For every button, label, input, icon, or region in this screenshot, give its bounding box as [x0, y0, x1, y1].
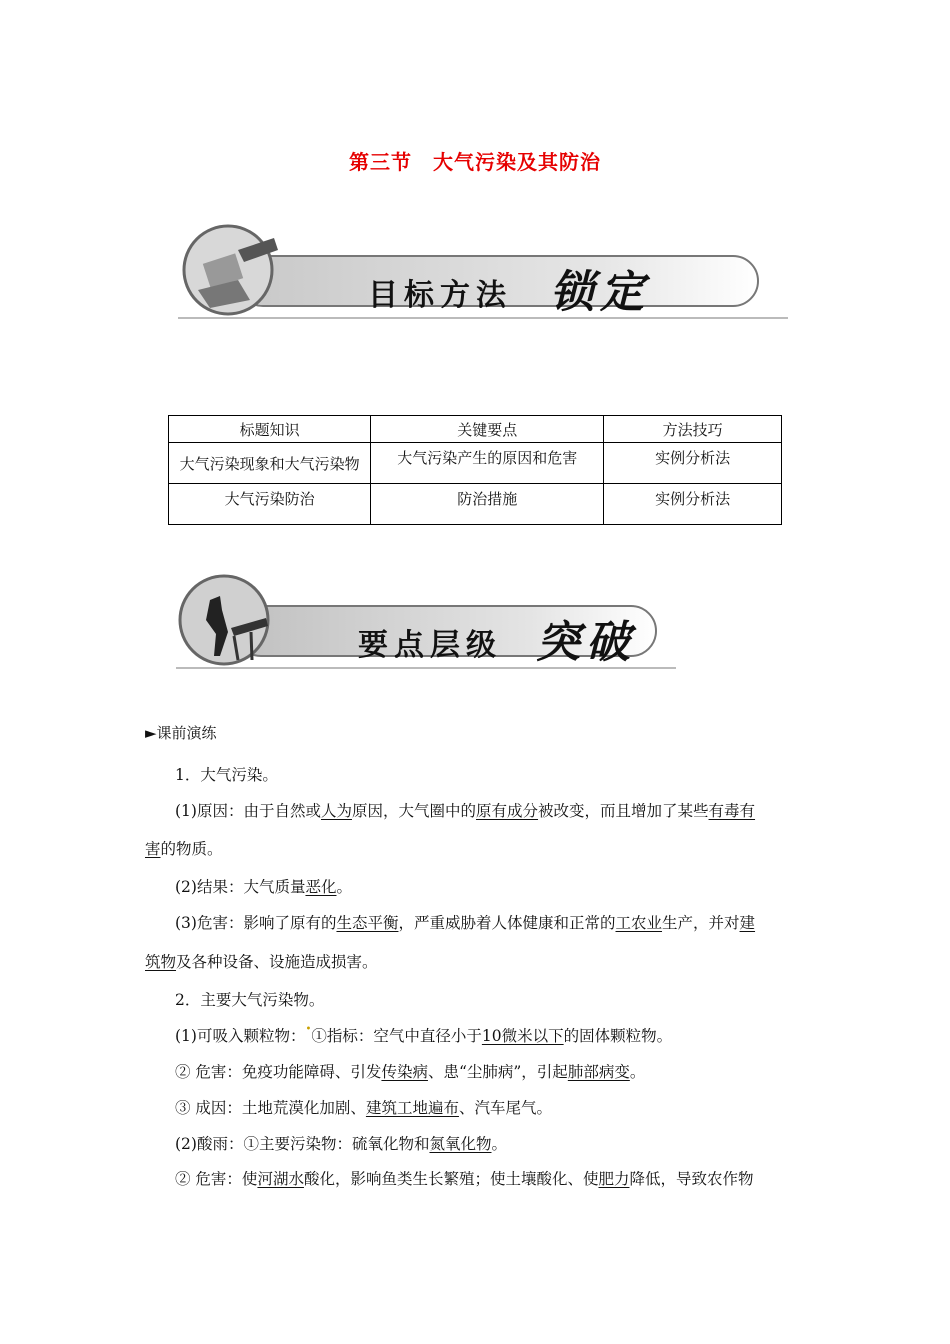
objectives-table [168, 415, 782, 525]
answer-blank: 原有成分 [476, 802, 539, 820]
answer-blank: 河湖水 [257, 1170, 304, 1188]
text: 、汽车尾气。 [458, 1099, 552, 1117]
text: 的物质。 [160, 840, 223, 858]
text: (1)可吸入颗粒物： [175, 1027, 306, 1045]
text: ①指标：空气中直径小于 [311, 1027, 482, 1045]
content-line [145, 1132, 840, 1154]
table-header-cell: 方法技巧 [604, 416, 782, 443]
text: (1)原因：由于自然或 [175, 802, 321, 820]
answer-blank: 氮氧化物 [429, 1135, 492, 1153]
text: 。 [336, 878, 352, 896]
text: 2．主要大气污染物。 [175, 991, 325, 1009]
text: 。 [491, 1135, 507, 1153]
banner-text-emphasis: 锁定 [550, 267, 650, 318]
text: 及各种设备、设施造成损害。 [176, 953, 378, 971]
table-cell: 大气污染现象和大气污染物 [169, 443, 371, 484]
table-row [169, 484, 782, 525]
table-cell: 大气污染产生的原因和危害 [371, 443, 604, 484]
answer-blank: 恶化 [305, 878, 337, 896]
text: (2)结果：大气质量 [175, 878, 306, 896]
answer-blank: 10微米以下 [481, 1027, 564, 1045]
content-line [145, 837, 810, 859]
content-line [145, 988, 840, 1010]
answer-blank: 肺部病变 [567, 1063, 630, 1081]
table-header-row [169, 416, 782, 443]
answer-blank: 生态平衡 [336, 914, 399, 932]
text: (2)酸雨：①主要污染物：硫氧化物和 [175, 1135, 430, 1153]
answer-blank: 人为 [320, 802, 352, 820]
answer-blank: 工农业 [615, 914, 663, 932]
text: 1．大气污染。 [175, 766, 278, 784]
content-line [145, 1096, 840, 1118]
content-line [145, 1167, 840, 1189]
text: ，严重威胁着人体健康和正常的 [398, 914, 616, 932]
text: 。 [629, 1063, 646, 1081]
content-line [145, 911, 840, 933]
content-line [145, 875, 840, 897]
table-header-cell: 关键要点 [371, 416, 604, 443]
text: 降低，导致农作物 [629, 1170, 754, 1188]
answer-blank: 传染病 [381, 1063, 428, 1081]
content-line [145, 1060, 840, 1082]
table-cell: 大气污染防治 [169, 484, 371, 525]
section-banner-goals [178, 220, 788, 320]
table-cell: 实例分析法 [604, 443, 782, 484]
answer-blank: 害 [145, 840, 161, 858]
content-line [145, 763, 840, 785]
text: ③ 成因：土地荒漠化加剧、 [175, 1099, 366, 1117]
text: 、患“尘肺病”，引起 [427, 1063, 568, 1081]
table-cell: 防治措施 [371, 484, 604, 525]
content-line [145, 799, 840, 821]
section-banner-keypoints [176, 570, 676, 670]
answer-blank: 建 [739, 914, 756, 932]
answer-blank: 有毒有 [708, 802, 756, 820]
answer-blank: 建筑工地遍布 [365, 1099, 459, 1117]
text: (3)危害：影响了原有的 [175, 914, 337, 932]
text: 的固体颗粒物。 [563, 1027, 673, 1045]
banner-text-emphasis: 突破 [536, 617, 636, 668]
text: ② 危害：免疫功能障碍、引发 [175, 1063, 382, 1081]
dot-mark: • [305, 1024, 312, 1035]
table-cell: 实例分析法 [604, 484, 782, 525]
content-line [145, 950, 810, 972]
text: 原因，大气圈中的 [351, 802, 476, 820]
answer-blank: 筑物 [145, 953, 177, 971]
answer-blank: 肥力 [598, 1170, 630, 1188]
table-header-cell: 标题知识 [169, 416, 371, 443]
banner-text: 目标方法 [368, 278, 512, 313]
text: 酸化，影响鱼类生长繁殖；使土壤酸化、使 [303, 1170, 599, 1188]
content-line [145, 1024, 840, 1046]
text: ② 危害：使 [175, 1170, 258, 1188]
table-row [169, 443, 782, 484]
section-label: ►课前演练 [145, 724, 217, 742]
text: 被改变，而且增加了某些 [538, 802, 709, 820]
page-title: 第三节 大气污染及其防治 [349, 150, 601, 174]
banner-text: 要点层级 [358, 628, 502, 663]
text: 生产，并对 [662, 914, 740, 932]
